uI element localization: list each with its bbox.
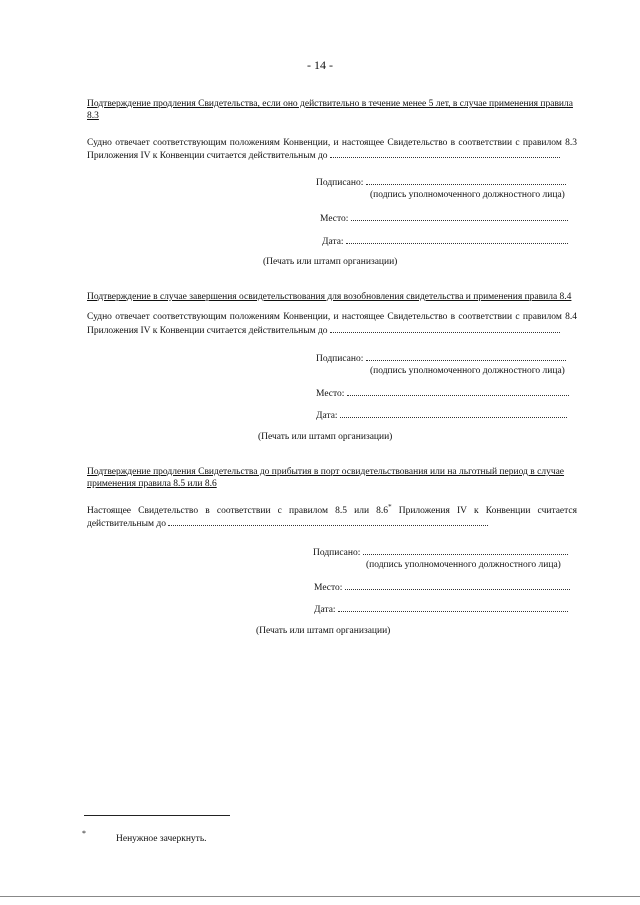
section-text-body-cont: Приложения IV к Конвенции считается действительным до <box>87 505 577 530</box>
date-row <box>316 409 567 422</box>
section-text-body: Судно отвечает соответствующим положениям Конвенции, и настоящее Свидетельство в соответствии с правилом 8.4 Приложения IV к Конвенции считается действительным до <box>87 312 577 336</box>
signature-field[interactable] <box>366 176 566 185</box>
place-field[interactable] <box>347 387 569 396</box>
date-label: Дата: <box>316 411 338 421</box>
page-number: - 14 - <box>307 58 333 72</box>
seal-note: (Печать или штамп организации) <box>256 626 391 636</box>
signature-note: (подпись уполномоченного должностного лица) <box>366 560 561 570</box>
place-label: Место: <box>316 389 345 399</box>
section-extension-8-5-8-6 <box>87 466 577 531</box>
section-heading: Подтверждение в случае завершения освидетельствования для возобновления свидетельства и применения правила 8.4 <box>87 292 572 302</box>
footnote <box>82 829 207 845</box>
footnote-divider <box>84 815 230 816</box>
place-label: Место: <box>314 583 343 593</box>
signature-note: (подпись уполномоченного должностного лица) <box>370 190 565 200</box>
seal-note: (Печать или штамп организации) <box>263 257 398 267</box>
signed-row <box>316 352 566 365</box>
page-bottom-edge <box>0 896 640 897</box>
section-heading: Подтверждение продления Свидетельства, если оно действительно в течение менее 5 лет, в случае применения правила 8.3 <box>87 99 573 122</box>
signed-label: Подписано: <box>316 354 364 364</box>
signature-field[interactable] <box>366 352 566 361</box>
section-text <box>87 137 577 163</box>
section-extension-8-3 <box>87 98 577 162</box>
date-label: Дата: <box>322 237 344 247</box>
valid-until-field[interactable] <box>330 149 560 158</box>
section-heading: Подтверждение продления Свидетельства до прибытия в порт освидетельствования или на льготный период в случае применения правила 8.5 или 8.6 <box>87 467 565 490</box>
signed-label: Подписано: <box>316 178 364 188</box>
date-field[interactable] <box>340 409 567 418</box>
place-label: Место: <box>320 214 349 224</box>
section-text <box>87 311 577 337</box>
seal-note: (Печать или штамп организации) <box>258 432 393 442</box>
place-field[interactable] <box>345 581 570 590</box>
date-label: Дата: <box>314 605 336 615</box>
date-field[interactable] <box>346 235 568 244</box>
footnote-marker: * <box>388 502 392 511</box>
section-renewal-8-4 <box>87 291 577 337</box>
date-field[interactable] <box>338 603 568 612</box>
place-row <box>314 581 570 594</box>
section-text-body: Настоящее Свидетельство в соответствии с правилом 8.5 или 8.6 <box>87 505 389 516</box>
footnote-star: * <box>82 829 86 838</box>
signature-field[interactable] <box>363 546 568 555</box>
section-text <box>87 503 577 531</box>
valid-until-field[interactable] <box>330 324 560 333</box>
signed-row <box>313 546 568 559</box>
place-row <box>320 212 568 225</box>
section-text-body: Судно отвечает соответствующим положениям Конвенции, и настоящее Свидетельство в соответствии с правилом 8.3 Приложения IV к Конвенции считается действительным до <box>87 137 577 162</box>
date-row <box>322 235 568 248</box>
footnote-text: Ненужное зачеркнуть. <box>116 834 207 844</box>
place-field[interactable] <box>351 212 568 221</box>
signed-label: Подписано: <box>313 548 361 558</box>
signature-note: (подпись уполномоченного должностного лица) <box>370 366 565 376</box>
valid-until-field[interactable] <box>168 517 488 526</box>
date-row <box>314 603 568 616</box>
place-row <box>316 387 569 400</box>
signed-row <box>316 176 566 189</box>
